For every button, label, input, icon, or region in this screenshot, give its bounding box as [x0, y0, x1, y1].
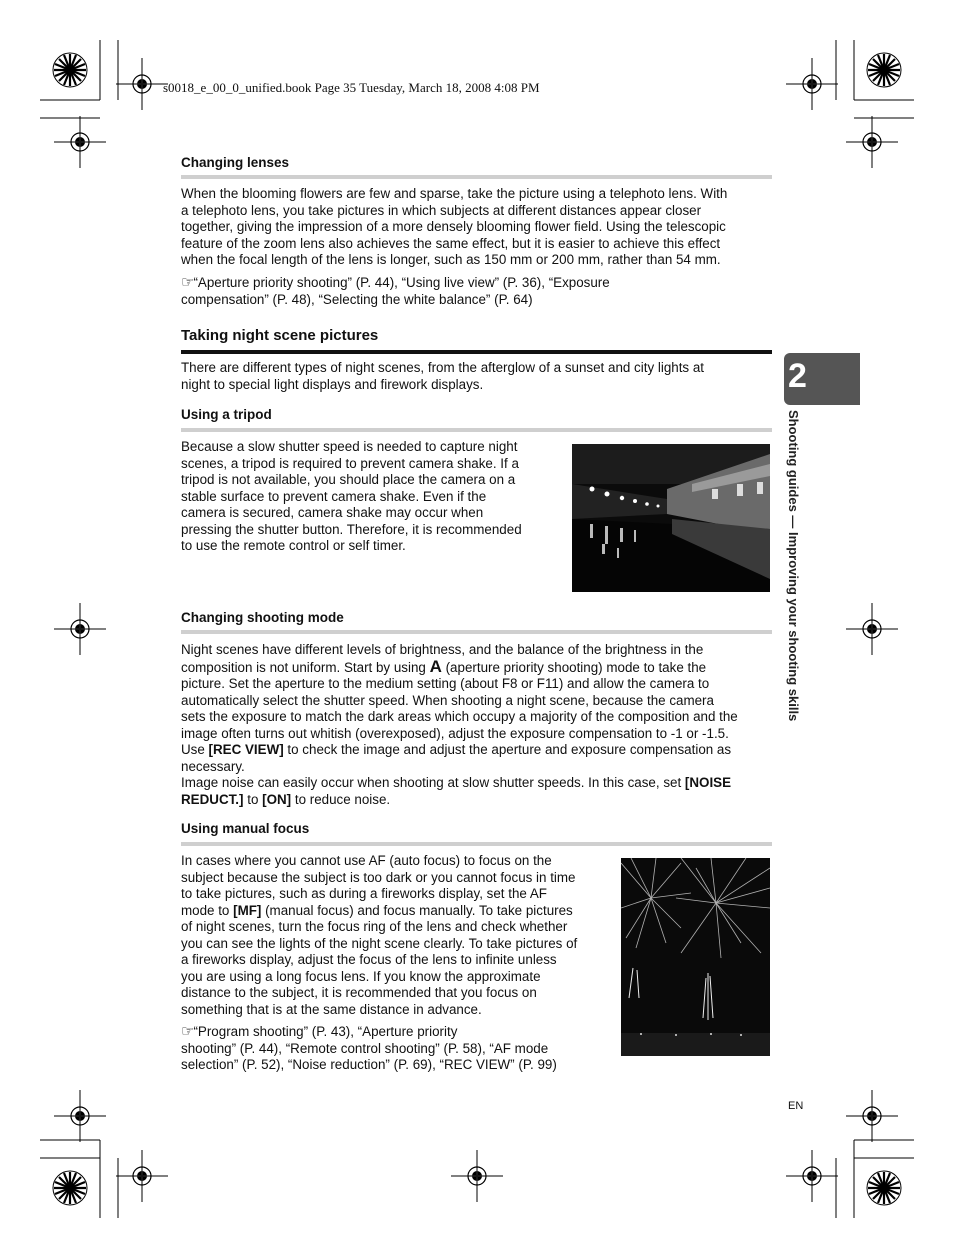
section-rule	[181, 175, 772, 179]
changing-lenses-reference	[181, 275, 610, 308]
reference-pointer-icon: ☞	[181, 1023, 194, 1040]
text-line: pressing the shutter button. Therefore, it is recommended	[181, 521, 522, 537]
chapter-title-vertical	[783, 410, 803, 760]
manual-focus-paragraph	[181, 853, 577, 1018]
heading-shooting-mode: Changing shooting mode	[181, 610, 344, 625]
text-line: together, giving the impression of a more densely blooming flower field. Using the telescopic	[181, 219, 726, 234]
text-line: There are different types of night scenes, from the afterglow of a sunset and city lights at	[181, 360, 705, 375]
text-line: sets the exposure to match the dark areas which occupy a majority of the composition and the	[181, 709, 738, 724]
text-line: In cases where you cannot use AF (auto focus) to focus on the	[181, 853, 552, 868]
text-line: subject because the subject is too dark or you cannot focus in time	[181, 869, 576, 885]
language-label: EN	[788, 1100, 804, 1112]
text-line: image often turns out whitish (overexposed), adjust the exposure compensation to -1 or -1.5.	[181, 725, 729, 741]
text-line: Night scenes have different levels of brightness, and the balance of the brightness in the	[181, 642, 704, 657]
text-line: When the blooming flowers are few and sparse, take the picture using a telephoto lens. With	[181, 186, 728, 201]
reference-link[interactable]: selection” (P. 52), “Noise reduction” (P. 69), “REC VIEW” (P. 99)	[181, 1057, 557, 1072]
section-rule-major	[181, 350, 772, 354]
print-header: s0018_e_00_0_unified.book Page 35 Tuesday, March 18, 2008 4:08 PM	[163, 80, 540, 95]
fireworks-photo	[621, 858, 770, 1056]
menu-ref-mf: [MF]	[233, 902, 262, 918]
changing-lenses-paragraph	[181, 186, 727, 269]
text-line: necessary.	[181, 758, 245, 774]
text-line: a telephoto lens, you take pictures in which subjects at different distances appear closer	[181, 202, 702, 218]
text-line: you are using a long focus lens. If you know the approximate	[181, 968, 541, 984]
section-rule	[181, 428, 772, 432]
heading-changing-lenses: Changing lenses	[181, 155, 290, 170]
reference-link[interactable]: “Program shooting” (P. 43), “Aperture priority	[193, 1024, 458, 1039]
heading-night-scene: Taking night scene pictures	[181, 327, 379, 344]
text-line: a fireworks display, adjust the focus of the lens to infinite unless	[181, 952, 557, 967]
manual-focus-reference	[181, 1024, 557, 1074]
reference-pointer-icon: ☞	[181, 274, 194, 291]
text-line: Image noise can easily occur when shooting at slow shutter speeds. In this case, set [NOISE	[181, 775, 732, 790]
heading-using-tripod: Using a tripod	[181, 407, 272, 422]
text-line: mode to [MF] (manual focus) and focus manually. To take pictures	[181, 902, 573, 918]
reference-link[interactable]: shooting” (P. 44), “Remote control shooting” (P. 58), “AF mode	[181, 1040, 549, 1056]
section-rule	[181, 842, 772, 846]
text-line: distance to the subject, it is recommended that you focus on	[181, 985, 537, 1000]
text-line: when the focal length of the lens is longer, such as 150 mm or 200 mm, rather than 54 mm.	[181, 252, 721, 267]
text-line: composition is not uniform. Start by using A (aperture priority shooting) mode to take the	[181, 656, 707, 676]
menu-ref-rec-view: [REC VIEW]	[208, 742, 284, 757]
reference-link[interactable]: “Aperture priority shooting” (P. 44), “Using live view” (P. 36), “Exposure	[193, 275, 610, 290]
text-line: tripod is not available, you should place the camera on a	[181, 472, 516, 487]
shooting-mode-paragraph	[181, 642, 773, 808]
text-line: Use [REC VIEW] to check the image and adjust the aperture and exposure compensation as	[181, 742, 732, 757]
text-line: automatically select the shutter speed. When shooting a night scene, because the camera	[181, 692, 714, 708]
text-line: Because a slow shutter speed is needed to capture night	[181, 439, 518, 454]
chapter-title: Shooting guides — Improving your shooting skills	[786, 410, 801, 722]
text-line: you can see the lights of the night scene clearly. To take pictures of	[181, 935, 578, 951]
chapter-number: 2	[788, 357, 807, 395]
tripod-paragraph	[181, 439, 522, 555]
text-line: of night scenes, turn the focus ring of the lens and check whether	[181, 919, 568, 934]
section-rule	[181, 630, 772, 634]
text-line: stable surface to prevent camera shake. Even if the	[181, 488, 487, 504]
text-line: night to special light displays and firework displays.	[181, 376, 484, 392]
text-line: to take pictures, such as during a fireworks display, set the AF	[181, 886, 547, 901]
heading-manual-focus: Using manual focus	[181, 821, 310, 836]
menu-ref-on: [ON]	[262, 791, 292, 807]
menu-ref-noise: [NOISE	[684, 775, 732, 790]
text-line: REDUCT.] to [ON] to reduce noise.	[181, 791, 391, 807]
aperture-mode-glyph: A	[429, 656, 442, 676]
text-line: to use the remote control or self timer.	[181, 538, 406, 553]
text-line: scenes, a tripod is required to prevent camera shake. If a	[181, 455, 519, 471]
menu-ref-noise-reduct: REDUCT.]	[181, 791, 244, 807]
text-line: picture. Set the aperture to the medium setting (about F8 or F11) and allow the camera to	[181, 676, 710, 691]
text-line: feature of the zoom lens also achieves the same effect, but it is easier to achieve this effect	[181, 235, 721, 251]
night-canal-photo	[572, 444, 770, 592]
reference-link[interactable]: compensation” (P. 48), “Selecting the white balance” (P. 64)	[181, 291, 533, 307]
text-line: something that is at the same distance in advance.	[181, 1001, 482, 1017]
night-scene-intro	[181, 360, 704, 393]
text-line: camera is secured, camera shake may occur when	[181, 505, 484, 520]
